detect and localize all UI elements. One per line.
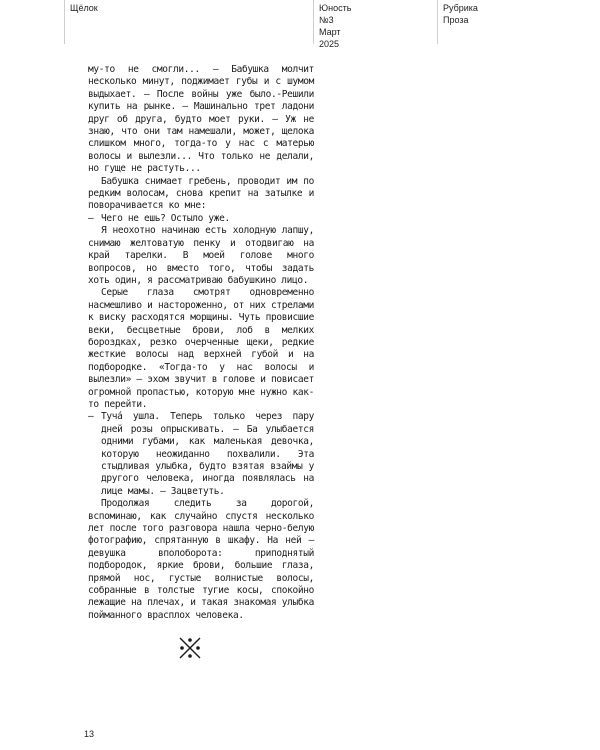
paragraph: му-то не смогли... – Бабушка молчит несколько минут, поджимает губы и с шумом выдыхает. – После войны уже было.-Решили купить на рынке. – Машинально трет ладони друг об друга, будто моет руки. – Уж не знаю, что они там намешали, может, щелока слишком много, тогда-то у нас с матерью волосы и вылезли... Что только не делали, но гуще не растуть... — [88, 64, 314, 175]
paragraph: Серые глаза смотрят одновременно насмешливо и настороженно, от них стрелами к виску расходятся морщины. Чуть провисшие веки, бесцветные брови, лоб в мелких бороздках, резко очерченные щеки, редкие жесткие волосы над верхней губой и на подбородке. «Тогда-то у нас волосы и вылезли» – эхом звучит в голове и повисает огромной пропастью, которую мне нужно как-то перейти. — [88, 287, 314, 410]
paragraph: Бабушка снимает гребень, проводит им по редким волосам, снова крепит на затылке и поворачивается ко мне: — [88, 175, 314, 212]
dialog-line: – Туча́ ушла. Теперь только через пару дней розы опрыскивать. – Ба улыбается одними губами, как маленькая девочка, которую неожиданно похвалили. Эта стыдливая улыбка, будто взятая взаймы у другого человека, иногда появлялась на лице мамы. – Зацветуть. — [88, 411, 314, 498]
dialog-line: – Чего не ешь? Остыло уже. — [88, 213, 314, 225]
rubric-name: Проза — [443, 15, 469, 25]
rubric-label: Рубрика — [443, 3, 478, 13]
header-cell-section — [64, 0, 98, 44]
section-title: Щёлок — [70, 3, 98, 13]
article-body — [88, 64, 314, 622]
ornament-cross-dots-icon — [175, 633, 205, 663]
header-cell-rubric — [437, 0, 478, 44]
paragraph: Я неохотно начинаю есть холодную лапшу, снимаю желтоватую пенку и отодвигаю на край тарелки. В моей голове много вопросов, но вместо того, чтобы задать хоть один, я рассматриваю бабушкино лицо. — [88, 225, 314, 286]
page-number: 13 — [84, 729, 95, 739]
header-cell-issue — [313, 0, 352, 49]
issue-date: Март 2025 — [319, 27, 341, 49]
paragraph: Продолжая следить за дорогой, вспоминаю, как случайно спустя несколько лет после того разговора нашла черно-белую фотографию, спрятанную в шкафу. На ней – девушка вполоборота: приподнятый подбородок, яркие брови, большие глаза, прямой нос, густые волнистые волосы, собранные в толстые тугие косы, спокойно лежащие на плечах, и такая знакомая улыбка пойманного врасплох человека. — [88, 498, 314, 621]
issue-label: Юность №3 — [319, 3, 352, 25]
